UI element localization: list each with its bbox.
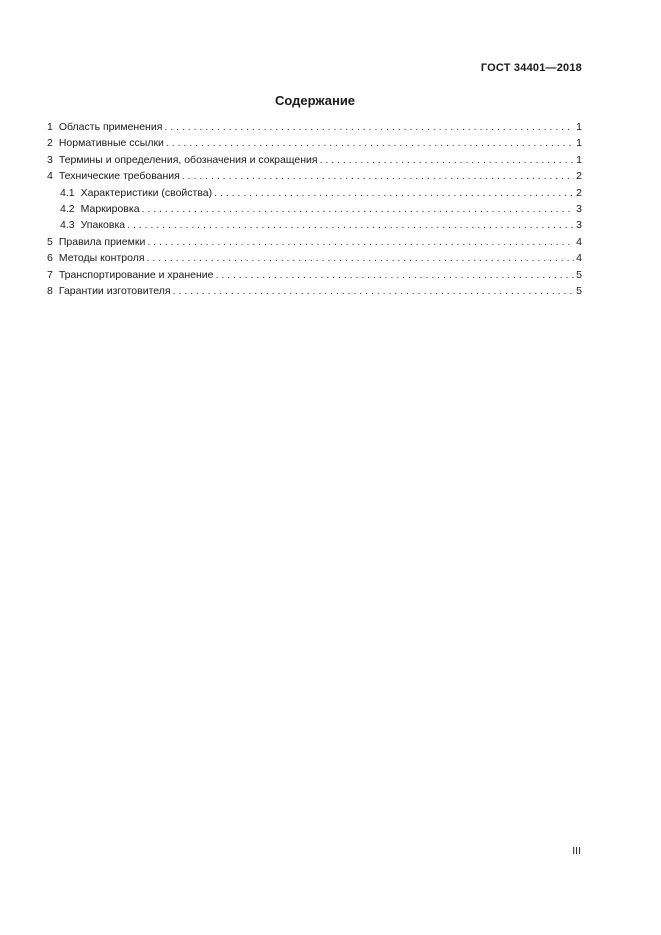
dot-leader <box>320 152 575 168</box>
toc-item-title: Гарантии изготовителя <box>58 284 171 297</box>
toc-subitem[interactable] <box>47 217 582 233</box>
dot-leader <box>164 119 574 135</box>
toc-item-title: Технические требования <box>58 170 180 183</box>
dot-leader <box>173 283 575 299</box>
toc-item[interactable] <box>47 250 582 266</box>
toc-item-page: 1 <box>576 121 582 133</box>
toc-item-page: 1 <box>576 137 582 150</box>
dot-leader <box>215 267 574 283</box>
toc-item-title: Характеристики (свойства) <box>80 186 213 199</box>
toc-item[interactable] <box>47 168 582 184</box>
toc-item-page: 4 <box>576 235 582 248</box>
toc-item-page: 5 <box>576 268 582 281</box>
toc-title: Содержание <box>274 93 356 108</box>
toc-item-number: 4 <box>47 170 53 183</box>
toc-item-number: 4.3 <box>60 219 75 232</box>
dot-leader <box>147 234 574 250</box>
toc-item-number: 5 <box>47 235 53 248</box>
toc-item-title: Правила приемки <box>58 235 146 248</box>
toc-subitem[interactable] <box>47 185 582 201</box>
dot-leader <box>182 168 574 184</box>
toc-item-number: 6 <box>47 252 53 265</box>
page-number: III <box>572 845 581 857</box>
toc-item-title: Область применения <box>58 121 163 133</box>
toc-item[interactable] <box>47 267 582 283</box>
toc-item-page: 3 <box>576 202 582 215</box>
toc-item-page: 4 <box>576 252 582 265</box>
toc-item[interactable] <box>47 283 582 299</box>
toc-subitem[interactable] <box>47 201 582 217</box>
dot-leader <box>147 250 575 266</box>
toc-item-number: 7 <box>47 268 53 281</box>
toc-item-page: 2 <box>576 186 582 199</box>
toc-item[interactable] <box>47 135 582 151</box>
toc-item-page: 1 <box>576 153 582 166</box>
dot-leader <box>166 135 574 151</box>
toc-item-title: Маркировка <box>80 202 140 215</box>
toc-item-title: Термины и определения, обозначения и сокращения <box>58 153 318 166</box>
toc-item[interactable] <box>47 119 582 135</box>
toc-item-title: Упаковка <box>80 219 126 232</box>
toc-item-number: 8 <box>47 284 53 297</box>
toc-item-title: Транспортирование и хранение <box>58 268 214 281</box>
toc-item-number: 1 <box>47 121 53 133</box>
dot-leader <box>127 217 574 233</box>
toc-item-title: Методы контроля <box>58 252 145 265</box>
document-code: ГОСТ 34401—2018 <box>480 62 582 74</box>
toc-item-page: 2 <box>576 170 582 183</box>
toc-item-number: 3 <box>47 153 53 166</box>
toc-item[interactable] <box>47 234 582 250</box>
table-of-contents <box>47 119 582 299</box>
dot-leader <box>214 185 574 201</box>
toc-item-page: 3 <box>576 219 582 232</box>
toc-item-number: 4.2 <box>60 202 75 215</box>
toc-item-page: 5 <box>576 284 582 297</box>
toc-item-number: 2 <box>47 137 53 150</box>
toc-item[interactable] <box>47 152 582 168</box>
toc-item-number: 4.1 <box>60 186 75 199</box>
toc-item-title: Нормативные ссылки <box>58 137 164 150</box>
dot-leader <box>142 201 575 217</box>
